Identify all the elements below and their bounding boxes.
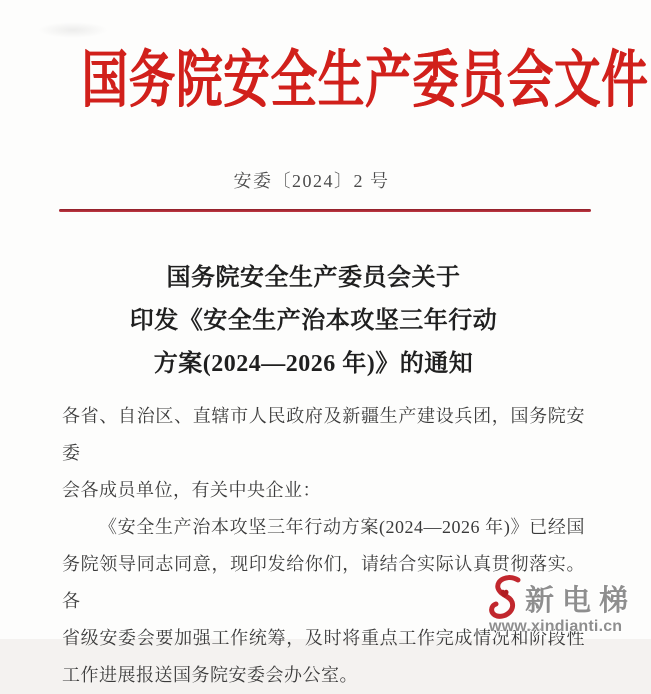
watermark-brand-text: 新电梯	[525, 585, 637, 617]
watermark	[487, 573, 651, 637]
document-header-title: 国务院安全生产委员会文件	[81, 47, 649, 115]
title-line-3: 方案(2024—2026 年)》的通知	[153, 351, 474, 377]
body-line: 各省、自治区、直辖市人民政府及新疆生产建设兵团，国务院安委	[62, 406, 585, 463]
body-line: 务院领导同志同意，现印发给你们，请结合实际认真贯彻落实。各	[62, 554, 585, 611]
body-line: 《安全生产治本攻坚三年行动方案(2024—2026 年)》已经国	[99, 517, 585, 537]
document-body	[62, 398, 585, 694]
body-line: 会各成员单位，有关中央企业：	[62, 480, 321, 500]
title-line-1: 国务院安全生产委员会关于	[166, 265, 461, 291]
doc-number: 安委〔2024〕2 号	[233, 171, 390, 191]
document-title	[0, 257, 639, 386]
red-divider-line	[59, 209, 591, 212]
body-line: 省级安委会要加强工作统筹，及时将重点工作完成情况和阶段性	[62, 628, 585, 648]
watermark-url-text: www.xindianti.cn	[489, 618, 623, 635]
xindianti-logo-icon	[492, 578, 518, 617]
body-line: 工作进展报送国务院安委会办公室。	[62, 665, 358, 685]
title-line-2: 印发《安全生产治本攻坚三年行动	[129, 308, 498, 334]
